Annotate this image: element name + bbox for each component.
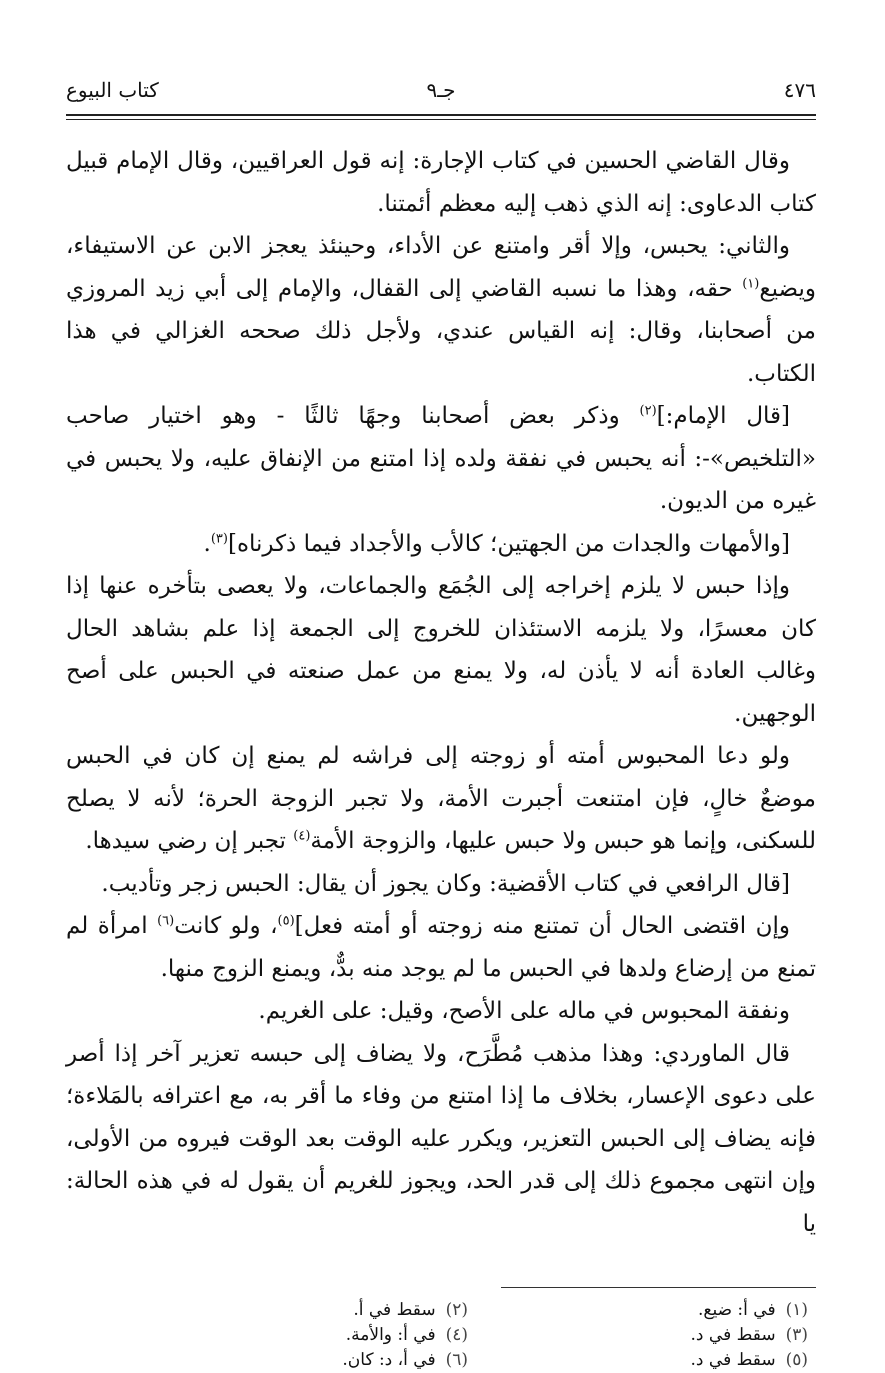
paragraph xyxy=(66,523,816,566)
paragraph-text: ونفقة المحبوس في ماله على الأصح، وقيل: على الغريم. xyxy=(258,998,790,1024)
paragraph-text: وإذا حبس لا يلزم إخراجه إلى الجُمَع والجماعات، ولا يعصى بتأخره عنها إذا كان معسرًا، ولا يلزمه الاستئذان للخروج إلى الجمعة إذا علم بشاهد الحال وغالب العادة أنه لا يأذن له، ولا يمنع من عمل صنعته في الحبس على أصح الوجهين. xyxy=(66,573,816,727)
paragraph-text: وذكر بعض أصحابنا وجهًا ثالثًا - وهو اختيار صاحب «التلخيص»-: أنه يحبس في نفقة ولده إذا امتنع من الإنفاق عليه، ولا يحبس في غيره من الديون. xyxy=(66,403,816,514)
footnotes xyxy=(66,1298,816,1373)
footnote-text: في أ: والأمة. xyxy=(345,1325,436,1345)
paragraph xyxy=(66,565,816,735)
paragraph xyxy=(66,863,816,906)
footnote-ref[interactable]: (٦) xyxy=(157,913,175,929)
footnote xyxy=(508,1348,808,1373)
footnote xyxy=(508,1323,808,1348)
paragraph-text: [والأمهات والجدات من الجهتين؛ كالأب والأجداد فيما ذكرناه] xyxy=(227,530,790,557)
book-title: كتاب البيوع xyxy=(66,78,159,102)
footnote-ref[interactable]: (٥) xyxy=(277,913,295,929)
footnote-ref[interactable]: (٤) xyxy=(293,828,311,844)
paragraph-text: [قال الإمام:] xyxy=(656,403,791,429)
paragraph-text: والثاني: يحبس، وإلا أقر وامتنع عن الأداء، وحينئذ يعجز الابن عن الاستيفاء، ويضيع xyxy=(66,233,816,302)
footnote-text: في أ، د: كان. xyxy=(342,1350,436,1370)
paragraph-text: قال الماوردي: وهذا مذهب مُطَّرَح، ولا يضاف إلى حبسه تعزير آخر إذا أصر على دعوى الإعسار، بخلاف ما إذا امتنع من وفاء ما أقر به، مع اعترافه بالمَلاءة؛ فإنه يضاف إلى الحبس التعزير، ويكرر عليه الوقت بعد الوقت فيروه من الأولى، وإن انتهى مجموع ذلك إلى قدر الحد، ويجوز للغريم أن يقول له في هذه الحالة: يا xyxy=(66,1040,816,1237)
paragraph xyxy=(66,990,816,1033)
paragraph-text: . xyxy=(203,530,211,557)
paragraph xyxy=(66,905,816,990)
footnote-number: (٤) xyxy=(445,1325,468,1345)
footnote-number: (١) xyxy=(785,1300,808,1320)
paragraph-text: وقال القاضي الحسين في كتاب الإجارة: إنه قول العراقيين، وقال الإمام قبيل كتاب الدعاوى: إنه الذي ذهب إليه معظم أئمتنا. xyxy=(66,148,816,217)
footnote-text: في أ: ضيع. xyxy=(698,1300,776,1320)
footnote xyxy=(168,1348,468,1373)
header-rule xyxy=(66,114,816,120)
paragraph xyxy=(66,1033,816,1246)
paragraph-text: ، ولو كانت xyxy=(174,913,278,939)
paragraph-text: امرأة لم تمنع من إرضاع ولدها في الحبس ما لم يوجد منه بدٌّ، ويمنع الزوج منها. xyxy=(66,913,816,982)
footnote-number: (٥) xyxy=(785,1350,808,1370)
paragraph-text: تجبر إن رضي سيدها. xyxy=(85,828,294,854)
paragraph-text: ولو دعا المحبوس أمته أو زوجته إلى فراشه لم يمنع إن كان في الحبس موضعٌ خالٍ، فإن امتنعت أجبرت الأمة، ولا تجبر الزوجة الحرة؛ لأنه لا يصلح للسكنى، وإنما هو حبس ولا حبس عليها، والزوجة الأمة xyxy=(66,743,816,854)
footnote-ref[interactable]: (١) xyxy=(742,275,760,291)
paragraph xyxy=(66,735,816,863)
footnote-number: (٣) xyxy=(785,1325,808,1345)
page-number: ٤٧٦ xyxy=(783,78,816,102)
footnote xyxy=(168,1323,468,1348)
paragraph-text: حقه، وهذا ما نسبه القاضي إلى القفال، والإمام إلى أبي زيد المروزي من أصحابنا، وقال: إنه القياس عندي، ولأجل ذلك صححه الغزالي في هذا الكتاب. xyxy=(66,275,816,387)
paragraph xyxy=(66,395,816,523)
footnote-text: سقط في د. xyxy=(690,1325,776,1345)
footnote-ref[interactable]: (٣) xyxy=(210,530,228,546)
footnote-number: (٦) xyxy=(445,1350,468,1370)
book-page xyxy=(66,70,816,1370)
paragraph-text: وإن اقتضى الحال أن تمتنع منه زوجته أو أمته فعل] xyxy=(294,913,790,939)
volume-label: جـ٩ xyxy=(426,78,456,102)
footnote-ref[interactable]: (٢) xyxy=(639,403,657,419)
paragraph xyxy=(66,225,816,395)
footnote-text: سقط في د. xyxy=(690,1350,776,1370)
footnote-separator xyxy=(501,1287,816,1288)
running-header xyxy=(66,70,816,110)
footnote-text: سقط في أ. xyxy=(353,1300,436,1320)
footnote xyxy=(168,1298,468,1323)
footnote-number: (٢) xyxy=(445,1300,468,1320)
footnote xyxy=(508,1298,808,1323)
paragraph xyxy=(66,140,816,225)
paragraph-text: [قال الرافعي في كتاب الأقضية: وكان يجوز أن يقال: الحبس زجر وتأديب. xyxy=(101,870,790,897)
main-text xyxy=(66,140,816,1245)
